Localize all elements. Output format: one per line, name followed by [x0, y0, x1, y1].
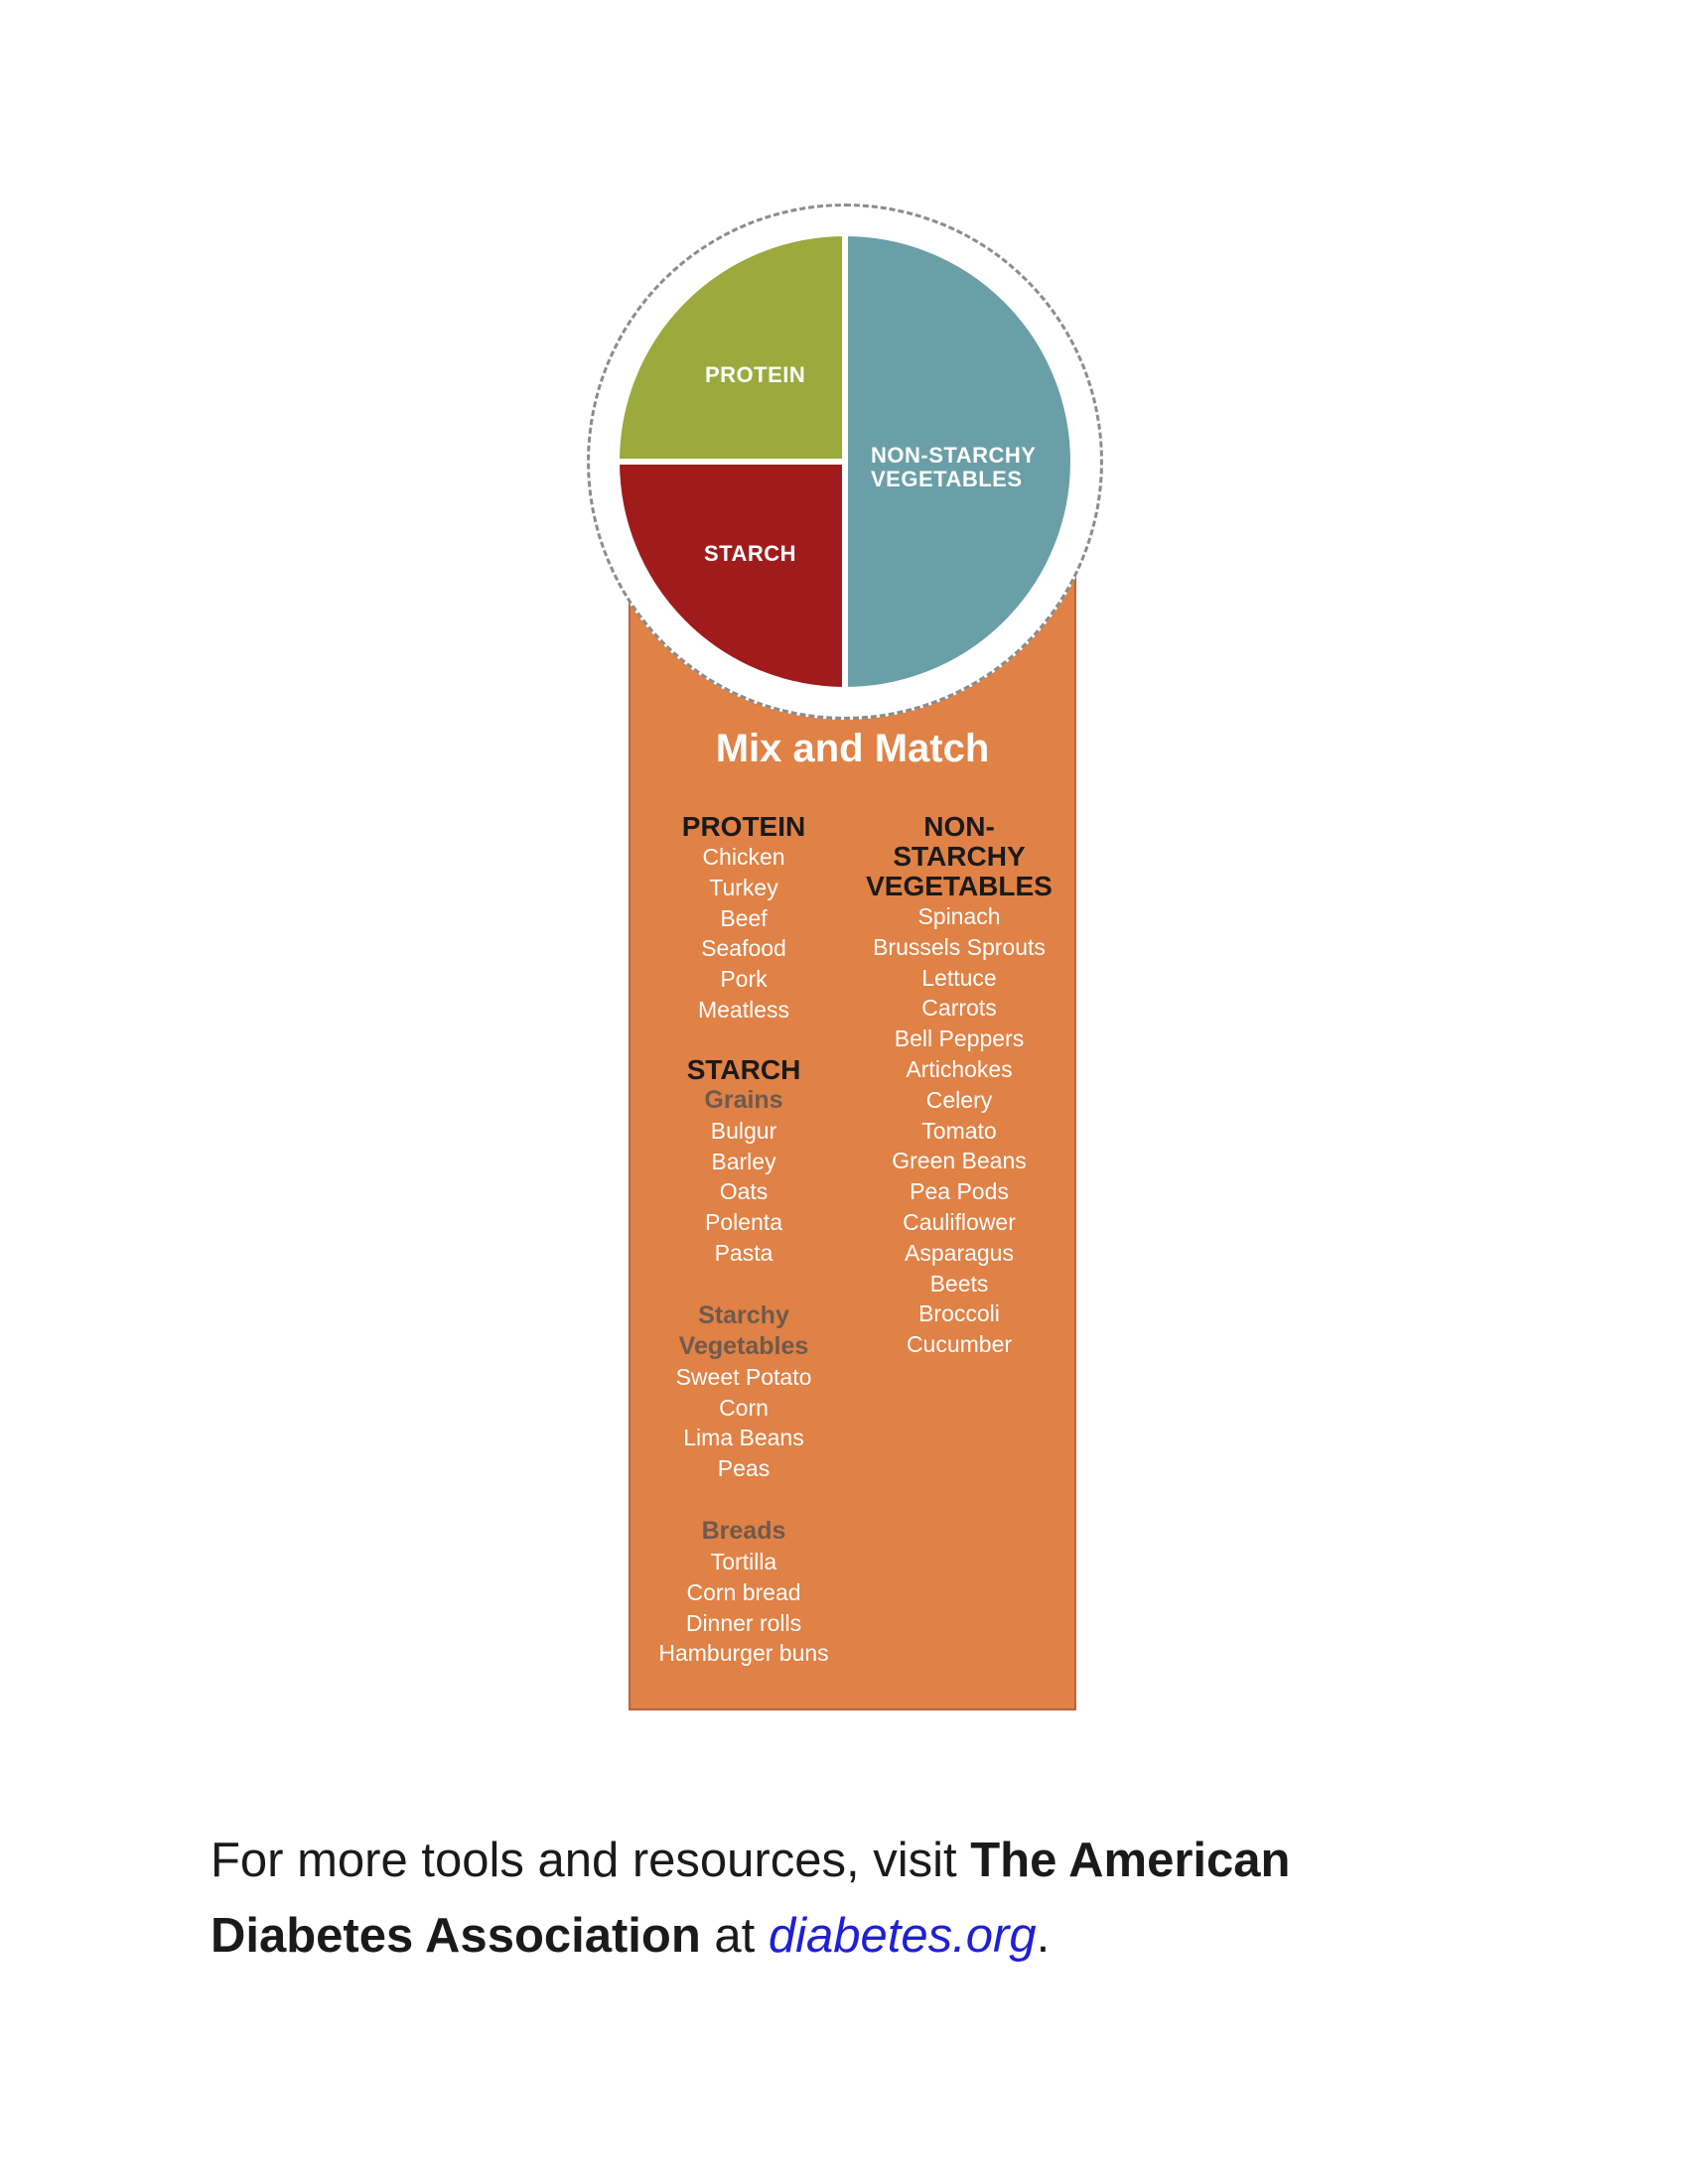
starch-heading: STARCH — [686, 1053, 801, 1085]
list-item: Tomato — [921, 1117, 997, 1144]
list-item: Cauliflower — [903, 1208, 1016, 1235]
breads-subheading: Breads — [701, 1516, 786, 1545]
list-item: Peas — [717, 1455, 771, 1482]
list-item: Broccoli — [918, 1300, 1000, 1327]
list-item: Green Beans — [892, 1148, 1027, 1174]
footer-organization-name: The American Diabetes Association — [211, 1834, 1291, 1963]
diabetes-org-link[interactable]: diabetes.org — [768, 1909, 1037, 1963]
list-item: Lettuce — [921, 964, 997, 991]
list-item: Chicken — [702, 844, 785, 870]
list-item: Asparagus — [905, 1239, 1014, 1266]
plate-protein-section — [617, 233, 845, 462]
list-item: Bulgur — [710, 1117, 777, 1144]
plate-starch-section — [617, 462, 845, 690]
list-item: Corn bread — [686, 1578, 801, 1605]
protein-heading: PROTEIN — [681, 811, 806, 842]
list-item: Corn — [719, 1394, 769, 1421]
footer-resources-text — [211, 1823, 1501, 1974]
list-item: Polenta — [704, 1209, 782, 1236]
mix-and-match-title: Mix and Match — [715, 727, 990, 770]
list-item: Carrots — [921, 995, 997, 1022]
plate-protein-label: PROTEIN — [705, 362, 806, 387]
footer-lead-text: For more tools and resources, visit — [211, 1834, 971, 1887]
plate-starch-label: STARCH — [704, 541, 797, 566]
list-item: Artichokes — [906, 1055, 1013, 1082]
footer-period: . — [1036, 1909, 1051, 1963]
nonstarchy-heading-line2: STARCHY — [893, 841, 1026, 872]
nonstarchy-heading-line1: NON- — [923, 811, 995, 842]
right-food-column — [850, 812, 1068, 1360]
list-item: Brussels Sprouts — [873, 933, 1046, 960]
list-item: Turkey — [709, 874, 778, 900]
footer-at-text: at — [700, 1909, 769, 1963]
starchy-vegetables-subheading-line2: Vegetables — [678, 1331, 809, 1360]
list-item: Spinach — [917, 903, 1001, 929]
list-item: Beets — [929, 1270, 989, 1297]
plate-nonstarchy-label: NON-STARCHY VEGETABLES — [871, 443, 1037, 491]
list-item: Pork — [720, 966, 768, 993]
list-item: Meatless — [697, 996, 790, 1023]
list-item: Sweet Potato — [675, 1363, 812, 1390]
grains-subheading: Grains — [704, 1085, 783, 1114]
list-item: Dinner rolls — [685, 1609, 802, 1636]
list-item: Seafood — [701, 935, 786, 962]
list-item: Beef — [720, 904, 768, 931]
list-item: Pasta — [714, 1239, 774, 1266]
nonstarchy-heading-line3: VEGETABLES — [866, 871, 1053, 901]
list-item: Celery — [925, 1086, 993, 1113]
list-item: Lima Beans — [683, 1425, 804, 1451]
starchy-vegetables-subheading-line1: Starchy — [698, 1300, 789, 1329]
list-item: Barley — [711, 1148, 776, 1174]
left-food-column — [625, 812, 863, 1669]
list-item: Tortilla — [710, 1548, 777, 1574]
list-item: Cucumber — [906, 1331, 1013, 1358]
list-item: Hamburger buns — [658, 1640, 829, 1667]
list-item: Oats — [719, 1178, 769, 1205]
list-item: Pea Pods — [910, 1178, 1009, 1205]
list-item: Bell Peppers — [894, 1025, 1025, 1052]
